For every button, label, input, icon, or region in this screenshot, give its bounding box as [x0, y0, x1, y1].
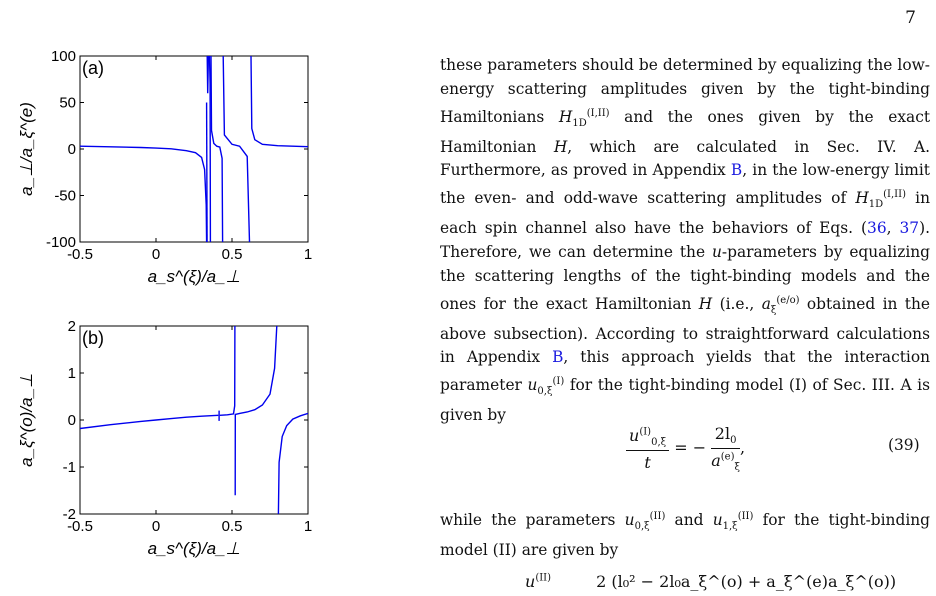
x-axis-label: a_s^(ξ)/a_⊥ [147, 267, 241, 286]
y-tick-label: 0 [67, 412, 76, 429]
paragraph-2: while the parameters $u_{0,\xi}^{(II)}$ and $u_{1,\xi}^{(II)}$ for the tight-binding model (II) are given by [440, 511, 930, 559]
series-group [80, 326, 308, 514]
series-line [223, 56, 249, 242]
figure-panel-b [0, 316, 340, 576]
y-tick-label: 0 [67, 141, 76, 158]
x-tick-label: 1 [303, 518, 313, 535]
equation-39: $\frac{u^{(I)}_{0,\xi}}{t}$ = − $\frac{2l_0}{a^{(e)}_\xi}$ , [626, 424, 745, 473]
series-line [207, 103, 208, 243]
y-tick-label: -100 [45, 234, 76, 251]
eq39-equals: = − [674, 438, 707, 458]
appendix-link-2[interactable]: B [552, 348, 564, 367]
text-line: these parameters should be determined by equalizing [440, 56, 868, 74]
x-tick-label: 0 [151, 246, 161, 263]
y-axis-label: a_ξ^(o)/a_⊥ [17, 373, 36, 467]
series-group [80, 56, 308, 242]
x-axis-label: a_s^(ξ)/a_⊥ [147, 539, 241, 558]
axes-box [80, 56, 308, 242]
x-tick-label: 1 [303, 246, 313, 263]
y-tick-label: 1 [67, 365, 76, 382]
page-number: 7 [905, 8, 916, 28]
y-tick-label: 50 [59, 94, 76, 112]
series-line [235, 326, 277, 495]
y-tick-label: 2 [67, 318, 76, 335]
equation-39-number: (39) [888, 436, 920, 454]
series-line [251, 56, 308, 147]
series-line [220, 326, 235, 415]
chart-b-svg [0, 316, 340, 576]
x-tick-label: 0.5 [221, 518, 243, 535]
y-tick-label: -1 [62, 459, 76, 476]
y-tick-label: -2 [62, 506, 76, 523]
chart-a-svg [0, 40, 340, 290]
panel-label: (b) [82, 328, 104, 348]
axes-box [80, 326, 308, 514]
paragraph-1: these parameters should be determined by equalizing the low-energy scattering amplitudes given by the tight-binding Hamiltonians $H_{1D}^{(I,II)}$ and the ones given by the exact Hamiltonian H, which are calculated in Sec. IV. A. Furthermore, as proved in Appendix B, in the low-energy limit the even- and odd-wave scattering amplitudes of $H_{1D}^{(I,II)}$ in each spin channel also have the behaviors of Eqs. (36, 37). Therefore, we can determine the u-parameters by equalizing the scattering lengths of the tight-binding models and the ones for the exact Hamiltonian H (i.e., $a_\xi^{(e/o)}$ obtained in the above subsection). According to straightforward calculations in Appendix B, this approach yields that the interaction parameter $u_{0,\xi}^{(I)}$ for the tight-binding model (I) of Sec. III. A is given by [440, 56, 931, 425]
x-tick-label: 0 [151, 518, 161, 535]
series-line [211, 56, 223, 242]
equation-40-partial: $u^{(II)}$ 2 (l₀² − 2l₀a_ξ^(o) + a_ξ^(e)a_ξ^(o)) [525, 572, 897, 591]
series-line [278, 413, 308, 514]
series-line [210, 56, 211, 242]
eq-ref-36[interactable]: 36 [867, 219, 887, 238]
series-line [207, 56, 208, 93]
x-tick-label: -0.5 [67, 518, 93, 535]
eq-ref-37[interactable]: 37 [899, 219, 920, 238]
x-tick-label: 0.5 [221, 246, 243, 263]
x-tick-label: -0.5 [67, 246, 93, 263]
eq39-lhs: $\frac{u^{(I)}_{0,\xi}}{t}$ [626, 426, 669, 472]
panel-label: (a) [82, 58, 104, 78]
figure-panel-a [0, 40, 340, 290]
y-axis-label: a_⊥/a_ξ^(e) [17, 102, 36, 196]
appendix-link[interactable]: B [730, 161, 743, 180]
eq39-rhs: $\frac{2l_0}{a^{(e)}_\xi}$ [711, 424, 741, 474]
body-text-column [440, 54, 930, 428]
series-line [80, 146, 207, 242]
y-tick-label: -50 [54, 187, 76, 205]
series-line [80, 415, 218, 428]
y-tick-label: 100 [50, 48, 76, 65]
